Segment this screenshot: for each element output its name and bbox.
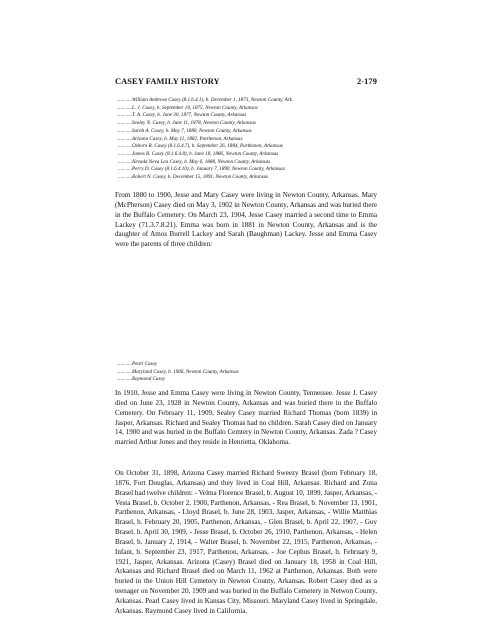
list-item: ...........Robert N. Casey, b. December 15, 1891, Newton County, Arkansas	[118, 174, 269, 181]
paragraph: On October 31, 1898, Arizona Casey married Richard Sweezy Brasel (born February 18, 1876, Fort Douglas, Arkansas) and they lived in Coal Hill, Arkansas. Richard and Zona Brasel had twelve children: - Velma Florence Brasel, b. August 10, 1899, Jasper, Arkansas, - Vesta Brasel, b. October 2, 1900, Parthenon, Arkansas, - Rea Brasel, b. November 13, 1901, Parthenon, Arkansas, - Lloyd Brasel, b. June 28, 1903, Jasper, Arkansas, - Willie Matthias Brasel, b. February 20, 1905, Parthenon, Arkansas, - Glen Brasel, b. April 22, 1907, - Guy Brasel, b. April 30, 1909, - Jesse Brasel, b. October 26, 1910, Parthenon, Arkansas, - Helen Brasel, b. January 2, 1914, - Walter Brasel, b. November 22, 1915, Parthenon, Arkansas, - Infant, b. September 23, 1917, Parthenon, Arkansas, - Joe Cephus Brasel, b. February 9, 1921, Jasper, Arkansas. Arizona (Casey) Brasel died on January 18, 1958 in Coal Hill, Arkansas and Richard Brasel died on March 11, 1962 at Parthenon, Arkansas. Both were buried in the Union Hill Cemetery in Newton County, Arkansas. Robert Casey died as a teenager on November 20, 1909 and was buried in the Buffalo Cemetery in Netwon County, Arkansas. Pearl Casey lived in Kansas City, Missouri. Maryland Casey lived in Springdale, Arkansas. Raymond Casey lived in California.	[115, 469, 377, 615]
list-item: ...........William Ambrose Casey (8.1.6.4.1), b. December 1, 1873, Newton County, Ark.	[118, 97, 294, 103]
page-title: CASEY FAMILY HISTORY	[115, 77, 220, 86]
list-item: ...........James R. Casey (8.1.6.4.8), b. June 18, 1886, Newton County, Arkansas	[118, 150, 279, 157]
list-item: ...........Sarah A. Casey, b. May 7, 1880, Newton County, Arkansas	[118, 127, 252, 134]
page-number: 2-179	[356, 77, 377, 86]
list-item: ...........T. A. Casey, b. June 30, 1877, Newton County, Arkansas	[118, 112, 247, 119]
list-item: ...........Arizona Casey, b. May 11, 1882, Parthenon, Arkansas	[118, 135, 243, 142]
list-item: ...........Sealey N. Casey, b. June 11, 1878, Newton County, Arkansas	[118, 120, 256, 127]
page-header	[115, 77, 377, 86]
list-item: ...........Raymond Casey	[118, 376, 165, 383]
children-list-jesse-emma	[118, 361, 380, 384]
children-list-jesse-mary	[118, 97, 380, 182]
paragraph: From 1880 to 1900, Jesse and Mary Casey were living in Newton County, Arkansas. Mary (McPherson) Casey died on May 3, 1902 in Newton County, Arkansas and was buried there in the Buffalo Cemetery. On March 23, 1904, Jesse Casey married a second time to Emma Lackey (71.3.7.8.21). Emma was born in 1881 in Newton County, Arkansas and is the daughter of Amos Burrell Lackey and Sarah (Baughman) Lackey. Jesse and Emma Casey were the parents of three children:	[115, 191, 377, 249]
list-item: ...........Osborn R. Casey (8.1.6.4.7), b. September 26, 1884, Parthenon, Arkansas	[118, 143, 283, 150]
list-item: ...........Nevada Neva Lea Casey, b. May 6, 1888, Newton County, Arkansas	[118, 158, 271, 165]
list-item: ...........Maryland Casey, b. 1906, Newton County, Arkansas	[118, 368, 239, 375]
list-item: ...........Perry D. Casey (8.1.6.4.10), b. January 7, 1890, Newton County, Arkansas	[118, 166, 285, 173]
paragraph: In 1910, Jesse and Emma Casey were living in Newton County, Tennessee. Jesse J. Casey died on June 23, 1928 in Newton County, Arkansas and was buried there in the Buffalo Cemetery. On February 11, 1909, Sealey Casey married Richard Thomas (born 1839) in Jasper, Arkansas. Richard and Sealey Thomas had no children. Sarah Casey died on January 14, 1900 and was buried in the Buffalo Cemtery in Newton County, Arkansas. Zada ? Casey married Arthur Jones and they reside in Henrietta, Oklahoma.	[115, 389, 377, 447]
list-item: ...........Pearl Casey	[118, 361, 158, 367]
list-item: ...........L. J. Casey, b. September 19, 1875, Newton County, Arkansas	[118, 104, 258, 111]
